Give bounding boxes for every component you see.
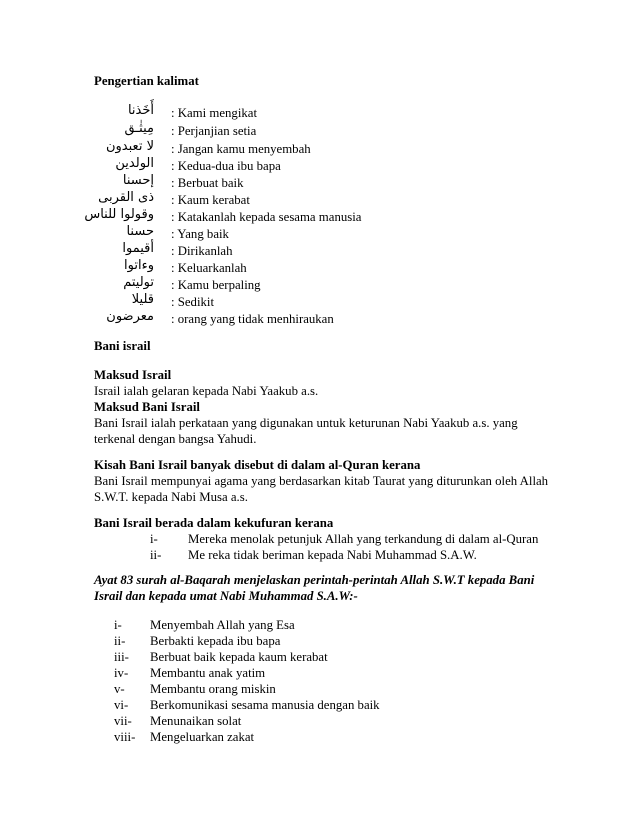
kufur-num-0: i- xyxy=(150,532,158,546)
vocab-me-2: : Jangan kamu menyembah xyxy=(171,142,311,156)
ayat-num-2: iii- xyxy=(114,650,129,664)
vocab-me-7: : Yang baik xyxy=(171,227,229,241)
vocab-ar-11: قليلا xyxy=(131,292,154,307)
ayat-num-6: vii- xyxy=(114,714,132,728)
vocab-me-8: : Dirikanlah xyxy=(171,244,233,258)
vocab-ar-10: توليتم xyxy=(123,275,154,290)
ayat-num-1: ii- xyxy=(114,634,126,648)
text-kisah-2: S.W.T. kepada Nabi Musa a.s. xyxy=(94,490,248,504)
heading-pengertian: Pengertian kalimat xyxy=(94,74,199,88)
kufur-text-0: Mereka menolak petunjuk Allah yang terkandung di dalam al-Quran xyxy=(188,532,539,546)
vocab-ar-8: أقيموا xyxy=(122,241,154,256)
heading-kekufuran: Bani Israil berada dalam kekufuran kerana xyxy=(94,516,334,530)
text-maksud-israil: Israil ialah gelaran kepada Nabi Yaakub a.s. xyxy=(94,384,319,398)
heading-bani-israil: Bani israil xyxy=(94,339,151,353)
vocab-me-0: : Kami mengikat xyxy=(171,106,258,120)
ayat-text-0: Menyembah Allah yang Esa xyxy=(150,618,295,632)
vocab-ar-2: لا تعبدون xyxy=(105,139,154,154)
ayat-text-5: Berkomunikasi sesama manusia dengan baik xyxy=(150,698,380,712)
text-maksud-bani-2: terkenal dengan bangsa Yahudi. xyxy=(94,432,257,446)
vocab-ar-9: وءاتوا xyxy=(124,258,154,273)
vocab-ar-3: الولدين xyxy=(115,156,154,171)
vocab-me-4: : Berbuat baik xyxy=(171,176,244,190)
vocab-me-6: : Katakanlah kepada sesama manusia xyxy=(171,210,362,224)
heading-ayat-1: Ayat 83 surah al-Baqarah menjelaskan perintah-perintah Allah S.W.T kepada Bani xyxy=(94,573,535,587)
ayat-text-3: Membantu anak yatim xyxy=(150,666,266,680)
ayat-num-5: vi- xyxy=(114,698,129,712)
ayat-text-7: Mengeluarkan zakat xyxy=(150,730,255,744)
vocab-me-5: : Kaum kerabat xyxy=(171,193,250,207)
vocab-me-9: : Keluarkanlah xyxy=(171,261,247,275)
text-kisah-1: Bani Israil mempunyai agama yang berdasarkan kitab Taurat yang diturunkan oleh Allah xyxy=(94,474,549,488)
vocab-me-3: : Kedua-dua ibu bapa xyxy=(171,159,281,173)
vocab-me-10: : Kamu berpaling xyxy=(171,278,261,292)
heading-maksud-israil: Maksud Israil xyxy=(94,368,172,382)
ayat-num-0: i- xyxy=(114,618,122,632)
vocab-ar-7: حسنا xyxy=(126,224,154,239)
vocab-me-1: : Perjanjian setia xyxy=(171,124,257,138)
kufur-num-1: ii- xyxy=(150,548,162,562)
vocab-ar-6: وقولوا للناس xyxy=(84,207,154,222)
ayat-text-6: Menunaikan solat xyxy=(150,714,242,728)
vocab-ar-12: معرضون xyxy=(106,309,154,324)
heading-maksud-bani-israil: Maksud Bani Israil xyxy=(94,400,200,414)
vocab-me-12: : orang yang tidak menhiraukan xyxy=(171,312,334,326)
heading-ayat-2: Israil dan kepada umat Nabi Muhammad S.A.W:- xyxy=(94,589,358,603)
vocab-ar-0: أَخَذنا xyxy=(127,103,154,118)
ayat-num-7: viii- xyxy=(114,730,136,744)
vocab-ar-4: إحسنا xyxy=(122,173,154,188)
ayat-num-4: v- xyxy=(114,682,125,696)
ayat-num-3: iv- xyxy=(114,666,129,680)
ayat-text-4: Membantu orang miskin xyxy=(150,682,276,696)
text-maksud-bani-1: Bani Israil ialah perkataan yang digunakan untuk keturunan Nabi Yaakub a.s. yang xyxy=(94,416,518,430)
heading-kisah: Kisah Bani Israil banyak disebut di dalam al-Quran kerana xyxy=(94,458,421,472)
ayat-text-1: Berbakti kepada ibu bapa xyxy=(150,634,281,648)
vocab-me-11: : Sedikit xyxy=(171,295,215,309)
kufur-text-1: Me reka tidak beriman kepada Nabi Muhammad S.A.W. xyxy=(188,548,477,562)
vocab-ar-5: ذى القربى xyxy=(98,190,154,205)
ayat-text-2: Berbuat baik kepada kaum kerabat xyxy=(150,650,328,664)
vocab-ar-1: مِيثٰـق xyxy=(124,121,154,136)
